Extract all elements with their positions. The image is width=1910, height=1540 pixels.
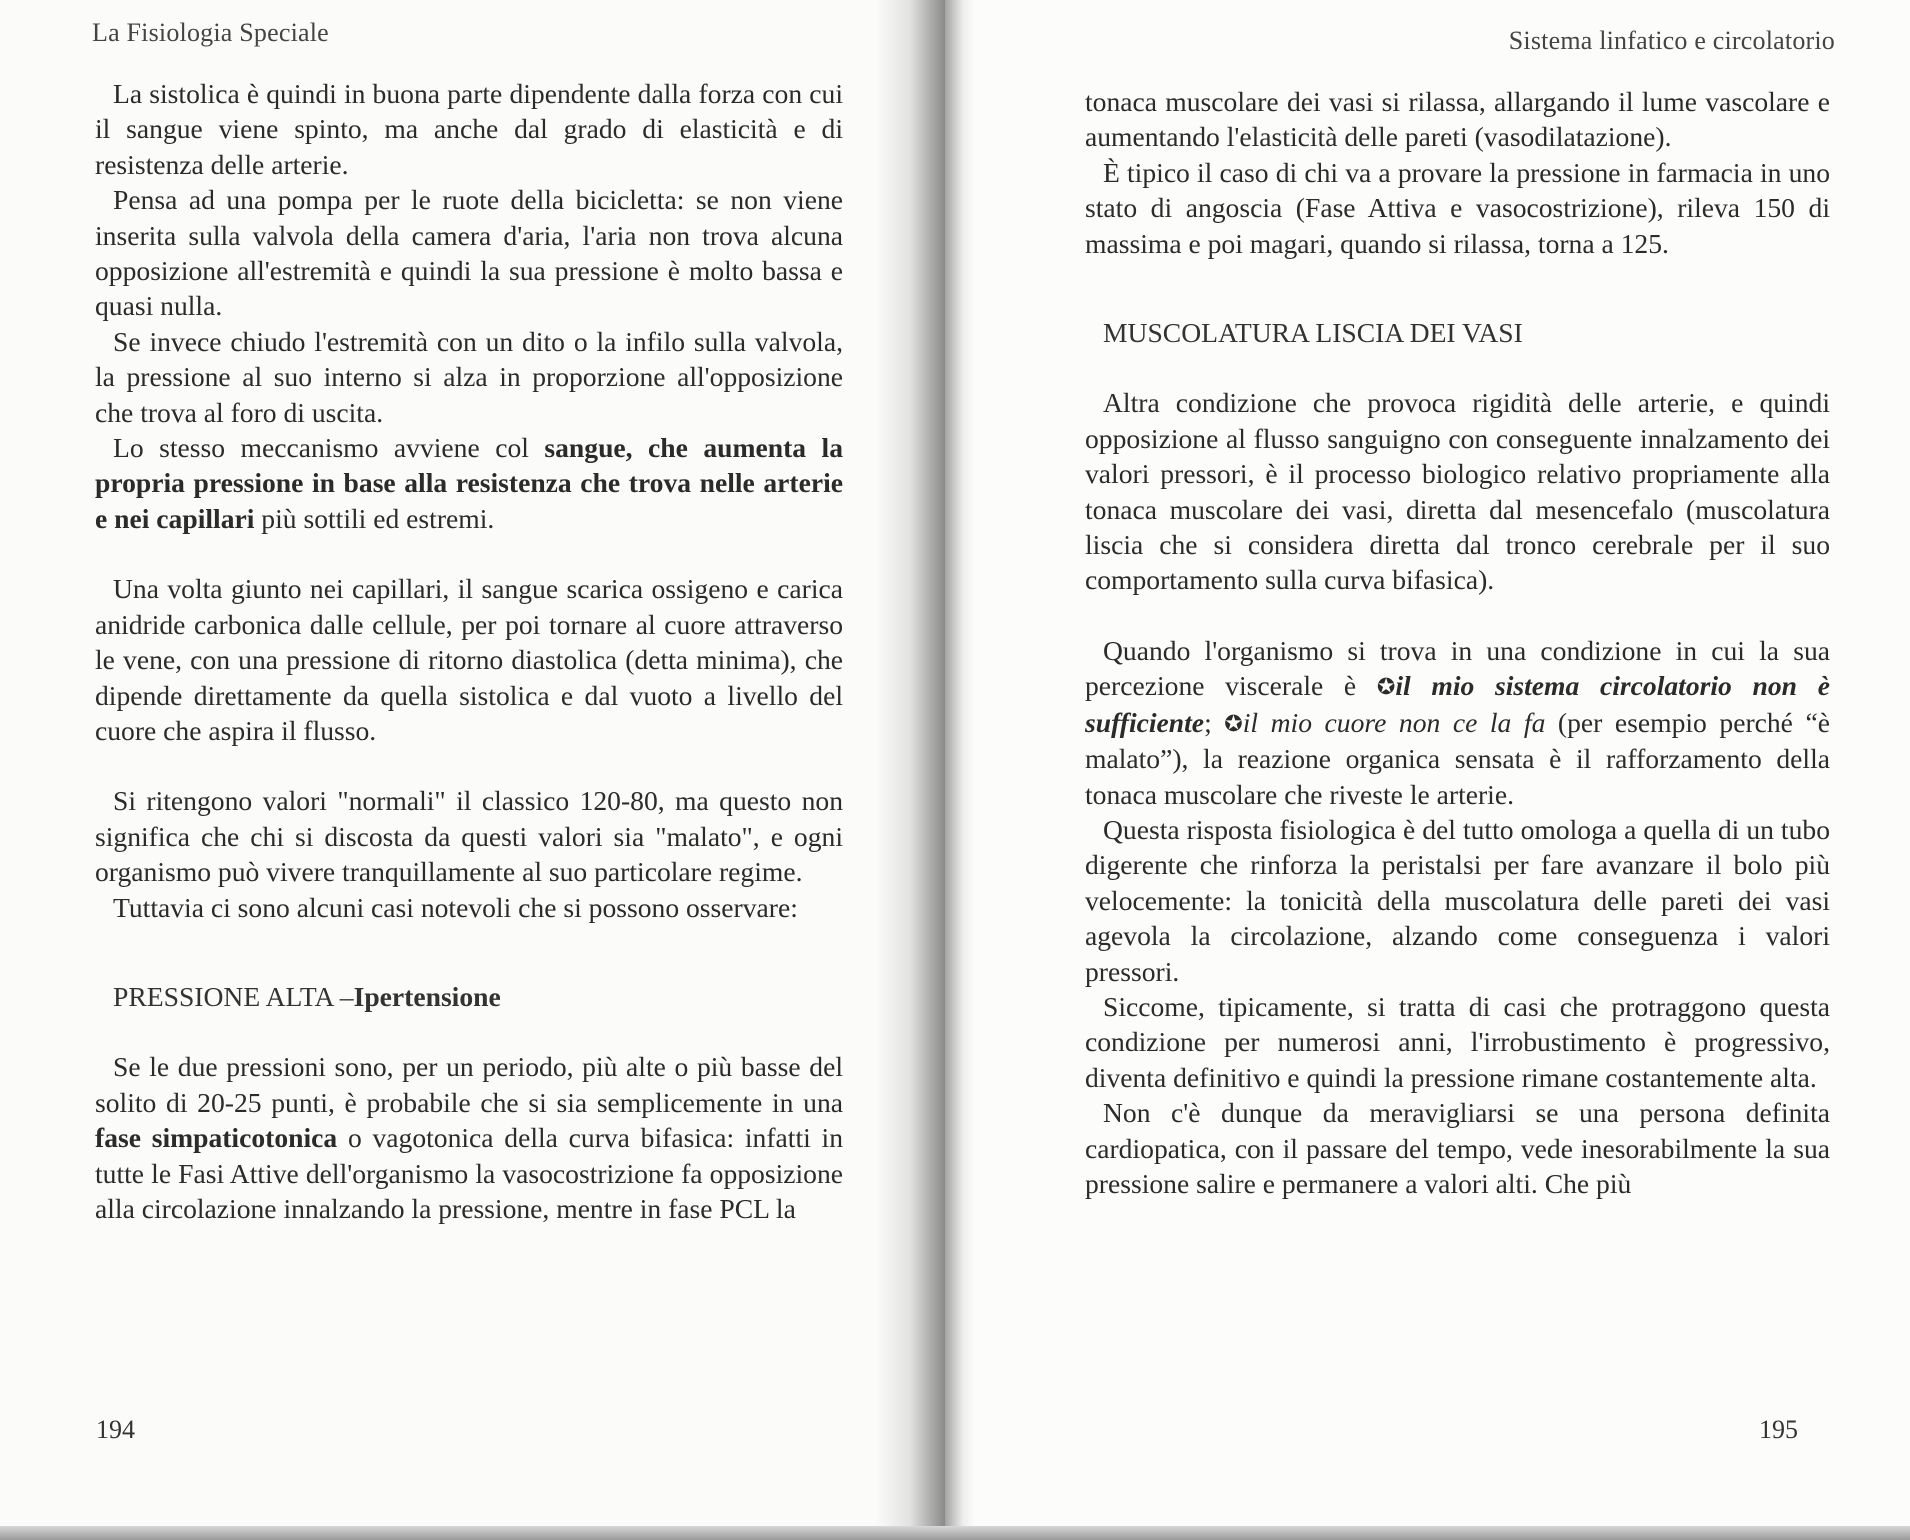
running-head-right: Sistema linfatico e circolatorio xyxy=(1508,26,1835,55)
paragraph xyxy=(95,430,843,536)
gutter-shadow xyxy=(875,0,945,1540)
paragraph: È tipico il caso di chi va a provare la pressione in farmacia in uno stato di angoscia (Fase Attiva e vasocostrizione), rileva 150 di massima e poi magari, quando si rilassa, torna a 125. xyxy=(1085,156,1830,259)
right-text-block xyxy=(1085,84,1830,1201)
paragraph: tonaca muscolare dei vasi si rilassa, allargando il lume vascolare e aumentando l'elasticità delle pareti (vasodilatazione). xyxy=(1085,86,1830,153)
star-bullet-icon: ✪ xyxy=(1224,710,1243,736)
page-number-left: 194 xyxy=(96,1415,135,1444)
star-bullet-icon: ✪ xyxy=(1376,674,1396,700)
paragraph: Questa risposta fisiologica è del tutto omologa a quella di un tubo digerente che rinforza la peristalsi per fare avanzare il bolo più velocemente: la tonicità della muscolatura delle pareti dei vasi agevola la circolazione, alzando come conseguenza i valori pressori. xyxy=(1085,813,1830,987)
text-run: Quando l'organismo si trova in una condizione in cui la sua percezione viscerale è xyxy=(1085,634,1830,702)
page-number-right: 195 xyxy=(1759,1415,1798,1444)
paragraph xyxy=(1085,633,1830,812)
text-run: più sottili ed estremi. xyxy=(254,502,495,534)
paragraph: Pensa ad una pompa per le ruote della bicicletta: se non viene inserita sulla valvola della camera d'aria, l'aria non trova alcuna opposizione all'estremità e quindi la sua pressione è molto bassa e quasi nulla. xyxy=(95,184,843,322)
paragraph: Tuttavia ci sono alcuni casi notevoli che si possono osservare: xyxy=(113,891,798,923)
paragraph: Una volta giunto nei capillari, il sangue scarica ossigeno e carica anidride carbonica dalle cellule, per poi tornare al cuore attraverso le vene, con una pressione di ritorno diastolica (detta minima), che dipende direttamente da quella sistolica e dal vuoto a livello del cuore che aspira il flusso. xyxy=(95,573,843,746)
section-heading xyxy=(95,979,843,1014)
text-run: Se le due pressioni sono, per un periodo, più alte o più basse del solito di 20-25 punti, è probabile che si sia semplicemente in una xyxy=(95,1051,843,1118)
italic-text: il mio cuore non ce la fa xyxy=(1242,706,1546,738)
gutter-shadow xyxy=(945,0,975,1540)
heading-bold-text: Ipertensione xyxy=(353,980,501,1012)
paragraph: Altra condizione che provoca rigidità delle arterie, e quindi opposizione al flusso sanguigno con conseguente innalzamento dei valori pressori, è il processo biologico relativo propriamente alla tonaca muscolare dei vasi, diretta dal mesencefalo (muscolatura liscia che si considera diretta dal tronco cerebrale per il suo comportamento sulla curva bifasica). xyxy=(1085,387,1830,596)
text-run: ; xyxy=(1204,706,1225,738)
paragraph: Siccome, tipicamente, si tratta di casi che protraggono questa condizione per numerosi anni, l'irrobustimento è progressivo, diventa definitivo e quindi la pressione rimane costantemente alta. xyxy=(1085,990,1830,1093)
bold-italic-text: il mio sistema circolatorio non è sufficiente xyxy=(1085,670,1830,738)
bold-text: fase simpaticotonica xyxy=(95,1122,338,1154)
text-run: o vagotonica della curva bifasica: infatti in tutte le Fasi Attive dell'organismo la vasocostrizione fa opposizione alla circolazione innalzando la pressione, mentre in fase PCL la xyxy=(95,1122,843,1224)
section-heading: MUSCOLATURA LISCIA DEI VASI xyxy=(1103,317,1523,349)
text-run: Lo stesso meccanismo avviene col xyxy=(113,432,545,464)
right-page xyxy=(945,0,1910,1540)
left-page xyxy=(0,0,945,1540)
book-bottom-edge xyxy=(0,1526,1910,1540)
heading-text: PRESSIONE ALTA – xyxy=(113,980,354,1012)
left-text-block xyxy=(95,76,843,1226)
running-head-left: La Fisiologia Speciale xyxy=(92,18,329,47)
paragraph xyxy=(95,1049,843,1226)
paragraph: Se invece chiudo l'estremità con un dito o la infilo sulla valvola, la pressione al suo interno si alza in proporzione all'opposizione che trova al foro di uscita. xyxy=(95,325,843,428)
paragraph: Non c'è dunque da meravigliarsi se una persona definita cardiopatica, con il passare del tempo, vede inesorabilmente la sua pressione salire e permanere a valori alti. Che più xyxy=(1085,1097,1830,1199)
paragraph: La sistolica è quindi in buona parte dipendente dalla forza con cui il sangue viene spinto, ma anche dal grado di elasticità e di resistenza delle arterie. xyxy=(95,78,843,180)
text-run: (per esempio perché “è malato”), la reazione organica sensata è il rafforzamento della tonaca muscolare che riveste le arterie. xyxy=(1085,706,1830,810)
bold-text: sangue, che aumenta la propria pressione in base alla resistenza che trova nelle arterie e nei capillari xyxy=(95,432,843,534)
paragraph: Si ritengono valori "normali" il classico 120-80, ma questo non significa che chi si discosta da questi valori sia "malato", e ogni organismo può vivere tranquillamente al suo particolare regime. xyxy=(95,785,843,888)
